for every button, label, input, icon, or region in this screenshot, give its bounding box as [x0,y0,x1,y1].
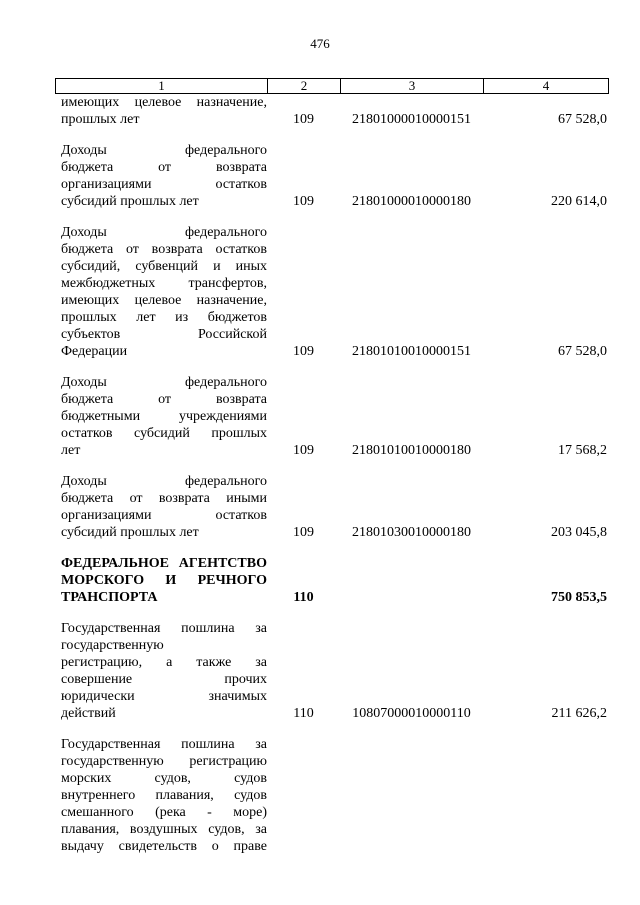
row-description [55,736,267,855]
table-row [55,142,609,210]
description-line: плавания, воздушных судов, за [61,822,267,837]
description-line: имеющих целевое назначение, [61,293,267,308]
description-line: прошлых лет из бюджетов [61,310,267,325]
description-line: юридически значимых [61,689,267,704]
row-kbk: 10807000010000110 [352,706,471,721]
row-code: 109 [293,112,314,127]
description-line: субсидий, субвенций и иных [61,259,267,274]
table-body [55,94,609,855]
description-line: бюджетными учреждениями [61,409,267,424]
description-line: межбюджетных трансфертов, [61,276,267,291]
row-amount: 67 528,0 [558,344,607,359]
row-description [55,555,267,606]
description-line: лет [61,443,81,458]
description-line: Государственная пошлина за [61,621,267,636]
description-line: Федерации [61,344,128,359]
row-amount: 67 528,0 [558,112,607,127]
row-code: 109 [293,344,314,359]
column-header-2: 2 [268,79,341,93]
description-line: субсидий прошлых лет [61,525,199,540]
row-description [55,142,267,210]
table-header [55,78,609,94]
description-line: организациями остатков [61,508,267,523]
row-kbk: 21801000010000180 [352,194,471,209]
description-line: выдачу свидетельств о праве [61,839,267,854]
description-line: субсидий прошлых лет [61,194,199,209]
row-code: 109 [293,194,314,209]
description-line: Государственная пошлина за [61,737,267,752]
row-kbk: 21801010010000151 [352,344,471,359]
description-line: внутреннего плавания, судов [61,788,267,803]
description-line: государственную регистрацию [61,754,267,769]
description-line: бюджета от возврата остатков [61,242,267,257]
table-row [55,94,609,128]
column-header-4: 4 [542,78,550,93]
row-kbk: 21801000010000151 [352,112,471,127]
description-line: имеющих целевое назначение, [61,95,267,110]
table-row [55,374,609,459]
row-kbk: 21801030010000180 [352,525,471,540]
description-line: смешанного (река - море) [61,805,267,820]
row-description [55,94,267,128]
description-line: Доходы федерального [61,474,267,489]
row-kbk: 21801010010000180 [352,443,471,458]
column-header-3: 3 [341,79,484,93]
description-line: совершение прочих [61,672,267,687]
row-description [55,620,267,722]
column-header-1: 1 [56,79,268,93]
description-line: действий [61,706,116,721]
description-line: морских судов, судов [61,771,267,786]
row-code: 110 [293,706,314,721]
row-description [55,473,267,541]
row-amount: 220 614,0 [551,194,607,209]
page-number: 476 [310,36,330,51]
description-line: остатков субсидий прошлых [61,426,267,441]
description-line: Доходы федерального [61,225,267,240]
row-description [55,224,267,360]
description-line: МОРСКОГО И РЕЧНОГО [61,573,267,588]
row-amount: 750 853,5 [551,590,607,605]
description-line: бюджета от возврата [61,160,267,175]
description-line: субъектов Российской [61,327,267,342]
description-line: организациями остатков [61,177,267,192]
description-line: государственную [61,638,164,653]
description-line: прошлых лет [61,112,140,127]
description-line: регистрацию, а также за [61,655,267,670]
description-line: ТРАНСПОРТА [61,590,158,605]
description-line: Доходы федерального [61,143,267,158]
table-row [55,620,609,722]
description-line: Доходы федерального [61,375,267,390]
row-description [55,374,267,459]
description-line: ФЕДЕРАЛЬНОЕ АГЕНТСТВО [61,556,267,571]
table-row [55,224,609,360]
table-row [55,736,609,855]
row-code: 109 [293,525,314,540]
row-amount: 211 626,2 [551,706,607,721]
row-amount: 203 045,8 [551,525,607,540]
table-row [55,473,609,541]
row-code: 109 [293,443,314,458]
row-amount: 17 568,2 [558,443,607,458]
description-line: бюджета от возврата [61,392,267,407]
table-row [55,555,609,606]
row-code: 110 [293,590,314,605]
description-line: бюджета от возврата иными [61,491,267,506]
